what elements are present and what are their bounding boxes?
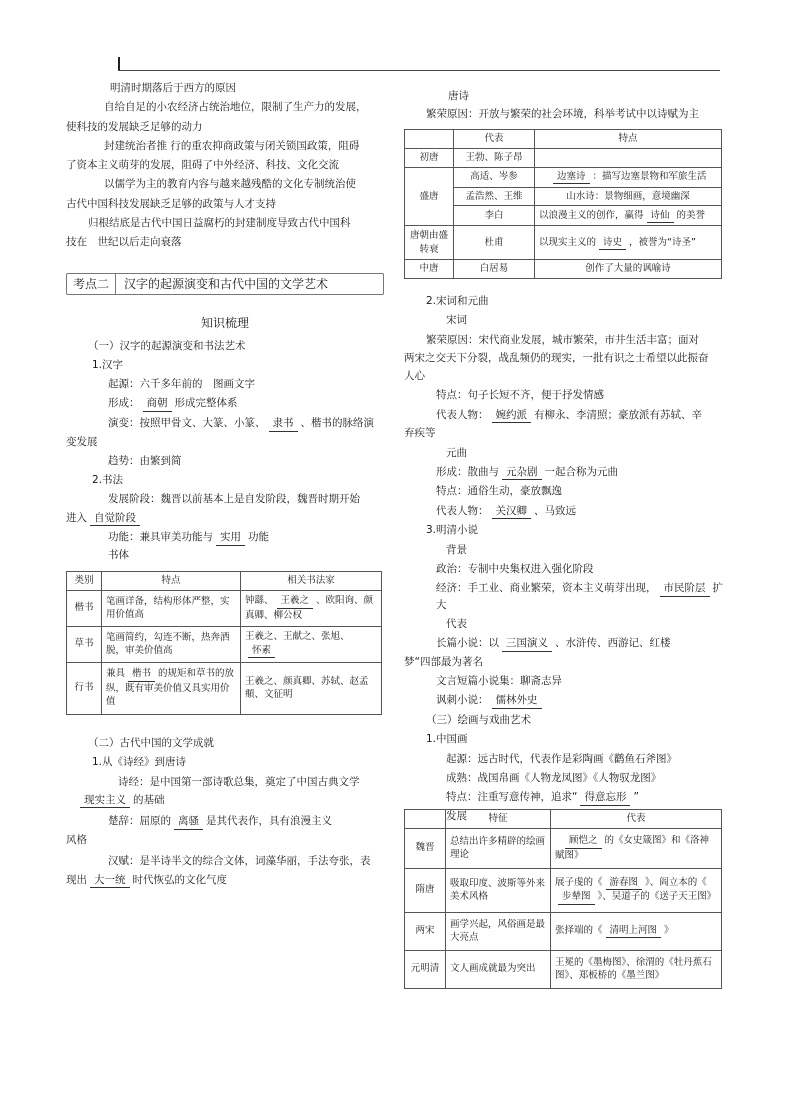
text-line: 两宋之交天下分裂，战乱频仍的现实，一批有识之士希望以此振奋 — [404, 351, 709, 364]
left-column — [66, 80, 384, 250]
right-column — [404, 88, 724, 123]
text: 、欧阳询、颜真卿、柳公权 — [245, 595, 374, 621]
fill-answer: 游春图 — [606, 877, 643, 890]
text-line: 繁荣原因：开放与繁荣的社会环境，科举考试中以诗赋为主 — [426, 108, 699, 121]
table-cell: 总结出许多精辟的绘画理论 — [446, 828, 551, 868]
text-line — [66, 792, 384, 809]
table-cell — [551, 868, 722, 912]
table-row — [405, 950, 722, 988]
table-header-row — [405, 810, 722, 829]
text: 现出 — [66, 873, 87, 886]
fill-answer: 隶书 — [269, 417, 298, 432]
table-row — [405, 260, 722, 279]
table-cell: 孟浩然、王维 — [454, 187, 535, 206]
text-line: 诗经：是中国第一部诗歌总集，奠定了中国古典文学 — [118, 775, 360, 788]
table-cell — [535, 148, 722, 167]
text: 的基础 — [133, 793, 165, 806]
subheading: （三）绘画与戏曲艺术 — [426, 714, 531, 727]
table-cell: 魏晋 — [405, 828, 446, 868]
text-line: 宋词 — [446, 314, 467, 327]
text: ，被誉为“诗圣” — [629, 236, 696, 248]
painting-table — [404, 809, 722, 989]
text-line: 代表 — [446, 618, 467, 631]
text: 一起合称为元曲 — [544, 465, 618, 478]
subheading: （二）古代中国的文学成就 — [88, 737, 214, 749]
text-line: 风格 — [66, 834, 87, 847]
table-header: 特征 — [446, 810, 551, 829]
text-line: 明清时期落后于西方的原因 — [110, 82, 236, 94]
text-line — [66, 529, 384, 546]
section-title-box — [66, 273, 384, 295]
table-cell: 楷书 — [67, 590, 102, 626]
fill-answer: 商朝 — [143, 397, 172, 412]
text-line: 以儒学为主的教育内容与越来越残酷的文化专制统治使 — [104, 178, 356, 191]
text-line: 发展阶段：魏晋以前基本上是自发阶段，魏晋时期开始 — [108, 493, 360, 506]
text-line: 技在 世纪以后走向衰落 — [66, 236, 182, 249]
table-cell: 两宋 — [405, 912, 446, 950]
table-cell — [102, 662, 241, 714]
fill-answer: 市民阶层 — [660, 582, 710, 597]
text: ” — [633, 791, 639, 804]
table-header: 代表 — [454, 130, 535, 149]
table-cell: 唐朝由盛转衰 — [405, 226, 454, 260]
subheading: 2.书法 — [92, 474, 124, 487]
text-line — [404, 503, 724, 520]
table-row — [405, 167, 722, 187]
text: 、楷书的脉络演 — [300, 417, 374, 430]
table-cell: 草书 — [67, 626, 102, 662]
table-cell — [241, 626, 382, 662]
fill-answer: 诗史 — [599, 237, 626, 250]
text-line — [404, 635, 724, 652]
table-cell: 盛唐 — [405, 167, 454, 226]
fill-answer: 清明上河图 — [606, 925, 662, 938]
text-line: 起源：远古时代，代表作是彩陶画《鹳鱼石斧图》 — [446, 752, 677, 765]
table-cell: 李白 — [454, 206, 535, 226]
subheading: 3.明清小说 — [426, 524, 479, 537]
text-line: 归根结底是古代中国日益腐朽的封建制度导致古代中国科 — [88, 216, 351, 229]
header-rule — [118, 70, 720, 71]
text: 代表人物： — [436, 408, 489, 421]
table-cell: 元明清 — [405, 950, 446, 988]
subheading: 1.从《诗经》到唐诗 — [92, 756, 187, 769]
text: 楚辞：屈原的 — [108, 815, 171, 828]
text-line — [66, 510, 384, 527]
text-line: 封建统治者推 行的重农抑商政策与闭关锁国政策，阻碍 — [104, 139, 360, 152]
text-line — [404, 692, 724, 709]
fill-answer: 大一统 — [90, 874, 130, 889]
table-cell: 王羲之、颜真卿、苏轼、赵孟頫、文征明 — [241, 662, 382, 714]
table-cell: 吸取印度、波斯等外来美术风格 — [446, 868, 551, 912]
text: 形成：散曲与 — [436, 465, 499, 478]
text-line: 使科技的发展缺乏足够的动力 — [66, 120, 203, 133]
text: 王羲之、王献之、张旭、 — [245, 631, 350, 643]
text: 、水浒传、西游记、红楼 — [555, 637, 671, 650]
table-cell: 笔画详备，结构形体严整，实用价值高 — [102, 590, 241, 626]
text-line: 弃疾等 — [404, 427, 436, 440]
text: 讽刺小说： — [436, 694, 489, 707]
table-header — [405, 130, 454, 149]
table-cell — [551, 828, 722, 868]
table-cell: 初唐 — [405, 148, 454, 167]
text-line: 了资本主义萌芽的发展，阻碍了中外经济、科技、文化交流 — [66, 159, 339, 172]
text: 代表人物： — [436, 504, 489, 517]
table-cell: 创作了大量的讽喻诗 — [535, 260, 722, 279]
text-line: 人心 — [404, 370, 425, 383]
text-line: 变发展 — [66, 435, 98, 448]
table-cell: 白居易 — [454, 260, 535, 279]
text-line: 元曲 — [446, 446, 467, 459]
text: 》 — [664, 925, 674, 937]
section-title: 汉字的起源演变和古代中国的文学艺术 — [124, 277, 329, 291]
table-cell: 画学兴起，风俗画是最大亮点 — [446, 912, 551, 950]
text-line: 梦“四部最为著名 — [404, 655, 483, 668]
right-column-2 — [404, 293, 724, 824]
text-line: 趋势：由繁到简 — [108, 454, 182, 467]
fill-answer: 儒林外史 — [492, 694, 542, 709]
fill-answer: 诗仙 — [647, 210, 674, 223]
text-line: 特点：句子长短不齐，便于抒发情感 — [436, 389, 604, 402]
left-column-2 — [66, 314, 384, 563]
table-cell: 杜甫 — [454, 226, 535, 260]
table-cell: 文人画成就最为突出 — [446, 950, 551, 988]
fill-answer: 怀素 — [248, 645, 275, 658]
text: 形成完整体系 — [174, 397, 238, 410]
table-cell — [535, 226, 722, 260]
text-line — [404, 407, 724, 424]
fill-answer: 离骚 — [174, 815, 203, 830]
text-line: 政治：专制中央集权进入强化阶段 — [436, 562, 594, 575]
text-line: 古代中国科技发展缺乏足够的政策与人才支持 — [66, 197, 276, 210]
subheading: 1.中国画 — [426, 733, 468, 746]
fill-answer: 顾恺之 — [565, 835, 602, 848]
table-cell: 行书 — [67, 662, 102, 714]
table-header: 相关书法家 — [241, 572, 382, 591]
table-header — [405, 810, 446, 829]
table-cell: 中唐 — [405, 260, 454, 279]
text: 是其代表作，具有浪漫主义 — [206, 815, 332, 828]
text-line — [404, 789, 724, 806]
text: 》、吴道子的《送子天王图》 — [597, 891, 717, 903]
table-cell: 笔画简约，勾连不断，热奔洒脱，审美价值高 — [102, 626, 241, 662]
tang-poetry-table — [404, 129, 722, 279]
text-line: 自给自足的小农经济占统治地位，限制了生产力的发展， — [104, 101, 367, 114]
fill-answer: 现实主义 — [80, 794, 130, 809]
table-row — [405, 148, 722, 167]
fill-answer: 实用 — [216, 531, 245, 546]
table-row — [405, 226, 722, 260]
table-cell — [535, 167, 722, 187]
text: 经济：手工业、商业繁荣，资本主义萌芽出现， — [436, 582, 657, 595]
fill-answer: 王羲之 — [277, 595, 314, 608]
table-row — [405, 868, 722, 912]
text-line — [66, 813, 384, 830]
table-cell: 高适、岑参 — [454, 167, 535, 187]
text: 功能 — [248, 531, 269, 544]
text-line: 书体 — [108, 549, 129, 562]
text-line — [66, 415, 384, 432]
table-row — [405, 828, 722, 868]
text: ：描写边塞景物和军旅生活 — [592, 170, 707, 182]
fill-answer: 楷书 — [128, 668, 155, 681]
text-line: 唐诗 — [448, 90, 469, 102]
text-line — [66, 872, 384, 889]
text: 钟繇、 — [245, 595, 274, 607]
text-line: 特点：通俗生动，豪放飘逸 — [436, 485, 562, 498]
table-header: 代表 — [551, 810, 722, 829]
table-row — [67, 626, 382, 662]
fill-answer: 得意忘形 — [580, 791, 630, 806]
table-cell: 王勃、陈子昂 — [454, 148, 535, 167]
text-line — [66, 395, 384, 412]
text: 进入 — [66, 511, 87, 524]
table-header-row — [67, 572, 382, 591]
knowledge-heading: 知识梳理 — [200, 316, 249, 330]
subheading: 2.宋词和元曲 — [426, 295, 489, 307]
text: 长篇小说：以 — [436, 637, 499, 650]
header-bar — [118, 57, 120, 71]
text: 扩大 — [436, 582, 723, 611]
table-header-row — [405, 130, 722, 149]
text: 时代恢弘的文化气度 — [132, 873, 227, 886]
text-line: 文言短篇小说集：聊斋志异 — [436, 675, 562, 688]
text: 的美誉 — [676, 209, 706, 221]
table-row — [405, 912, 722, 950]
left-column-3 — [66, 735, 384, 888]
table-header: 类别 — [67, 572, 102, 591]
text: 的《女史箴图》和《洛神赋图》 — [555, 835, 710, 861]
fill-answer: 步辇图 — [558, 891, 595, 904]
section-label: 考点二 — [67, 274, 116, 294]
text: 张择端的《 — [555, 925, 603, 937]
table-cell — [241, 590, 382, 626]
text: 兼具 — [106, 668, 126, 680]
text: 以浪漫主义的创作，赢得 — [539, 209, 644, 221]
calligraphy-table — [66, 571, 382, 715]
text: 、马致远 — [534, 504, 576, 517]
fill-answer: 元杂剧 — [502, 466, 542, 481]
text-line: 繁荣原因：宋代商业发展，城市繁荣，市井生活丰富；面对 — [426, 333, 699, 346]
subheading: （一）汉字的起源演变和书法艺术 — [88, 339, 246, 352]
table-cell — [551, 912, 722, 950]
table-header: 特点 — [102, 572, 241, 591]
text: 展子虔的《 — [555, 876, 603, 888]
table-cell — [535, 206, 722, 226]
text: 形成： — [108, 397, 140, 410]
text-line: 成熟：战国帛画《人物龙凤图》《人物驭龙图》 — [446, 771, 662, 784]
fill-answer: 婉约派 — [492, 409, 532, 424]
text-line: 起源：六千多年前的 图画文字 — [108, 378, 255, 391]
table-cell: 山水诗：景物细画，意境幽深 — [535, 187, 722, 206]
text: 以现实主义的 — [539, 236, 597, 248]
fill-answer: 关汉卿 — [492, 505, 532, 520]
fill-answer: 三国演义 — [502, 637, 552, 652]
text-line: 汉赋：是半诗半文的综合文体，词藻华丽，手法夸张，表 — [108, 855, 371, 868]
subheading: 1.汉字 — [92, 358, 124, 371]
text-line — [404, 580, 724, 613]
table-cell: 隋唐 — [405, 868, 446, 912]
table-cell: 王冕的《墨梅图》、徐渭的《牡丹蕉石图》、郑板桥的《墨兰图》 — [551, 950, 722, 988]
table-row — [67, 662, 382, 714]
text-line — [404, 464, 724, 481]
text-line: 发展 — [446, 809, 467, 822]
text-line: 背景 — [446, 543, 467, 556]
text: 的规矩和草书的放纵，既有审美价值又具实用价值 — [106, 668, 235, 708]
text: 》、阎立本的《 — [645, 876, 707, 888]
fill-answer: 自觉阶段 — [90, 512, 140, 527]
text: 有柳永、李清照；豪放派有苏轼、辛 — [534, 408, 702, 421]
fill-answer: 边塞诗 — [553, 171, 590, 184]
table-header: 特点 — [535, 130, 722, 149]
text: 功能：兼具审美功能与 — [108, 531, 213, 544]
text: 特点：注重写意传神，追求“ — [446, 791, 578, 804]
text: 演变：按照甲骨文、大篆、小篆、 — [108, 417, 266, 430]
table-row — [67, 590, 382, 626]
